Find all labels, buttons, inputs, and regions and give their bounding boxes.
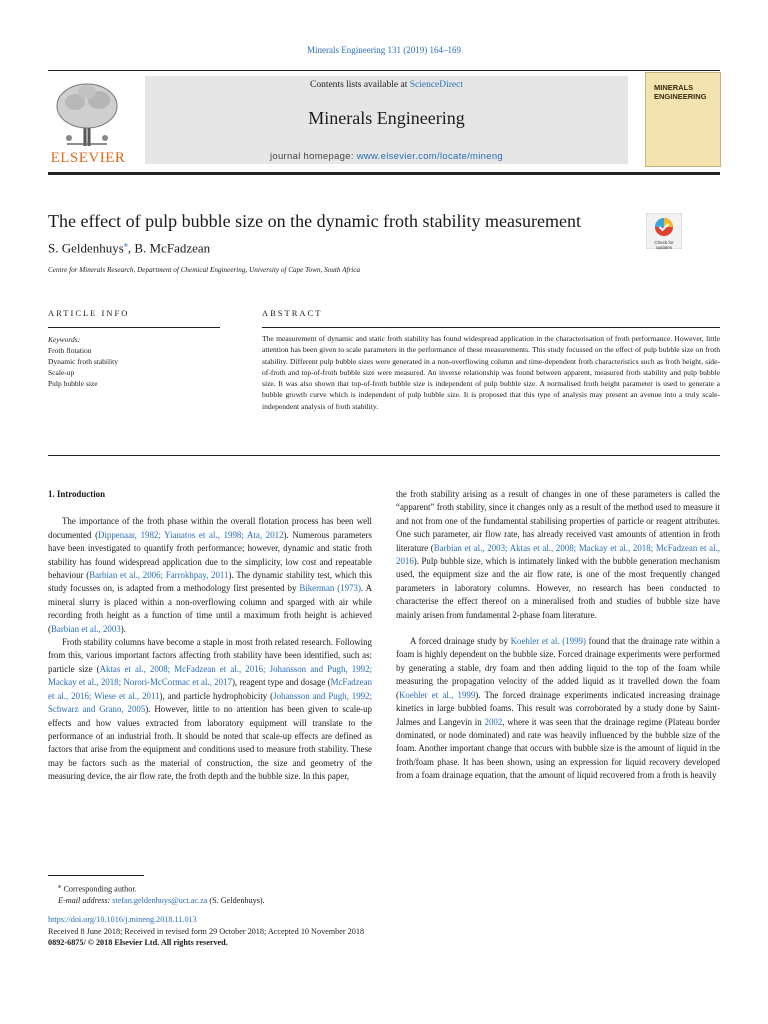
email-suffix: (S. Geldenhuys). — [207, 896, 265, 906]
footnotes — [48, 881, 720, 907]
homepage-prefix: journal homepage: — [269, 151, 357, 162]
paper-title: The effect of pulp bubble size on the dynamic froth stability measurement — [48, 211, 582, 231]
citation-link[interactable]: Barbian et al., 2006; Farrokhpay, 2011 — [89, 570, 229, 581]
article-info-rule — [48, 327, 220, 328]
publication-info — [48, 914, 720, 949]
email-link[interactable]: stefan.geldenhuys@uct.ac.za — [112, 896, 208, 906]
affiliation: Centre for Minerals Research, Department of Chemical Engineering, University of Cape Town, South Africa — [48, 266, 361, 274]
footnote-rule — [48, 875, 144, 876]
text-run: The importance of the froth phase within the overall flotation process has been well documented ( — [48, 516, 372, 540]
keyword-item: Scale-up — [48, 368, 75, 377]
citation-link[interactable]: Koehler et al., 1999 — [398, 689, 476, 700]
journal-cover-title — [654, 83, 714, 101]
keyword-item: Dynamic froth stability — [48, 357, 118, 366]
section-heading: 1. Introduction — [48, 489, 106, 499]
corresponding-author-note — [48, 881, 720, 895]
sciencedirect-link[interactable]: ScienceDirect — [409, 80, 463, 90]
received-dates: Received 8 June 2018; Received in revised form 29 October 2018; Accepted 10 November 2018 — [48, 926, 365, 936]
text-run: found that the drainage rate within a foam is highly dependent on the bubble size. Forced drainage experiments were performed by generating a stable, dry foam and then adding liquid to the top of the foam while measuring the propagation velocity of the added liquid as it travelled down the foam ( — [396, 636, 720, 700]
citation-link[interactable]: McFadzean et al., 2016; Wiese et al., 2011 — [48, 677, 372, 701]
text-run: the froth stability arising as a result of changes in one of these parameters is called the “apparent” froth stability, since it changes only as a result of the method used to measure it and not from one of the fundamental stabilising properties of particle or reagent attributes. One such parameter, air flow rate, has already received vast amounts of attention in froth literature ( — [396, 489, 720, 553]
citation-link[interactable]: Aktas et al., 2008; McFadzean et al., 2016; Johansson and Pugh, 1992; Mackay et al., 2018; Norori-McCormac et al., 2017 — [48, 663, 372, 688]
cover-title-line1: MINERALS — [654, 83, 694, 92]
text-run: . A mineral slurry is placed within a non-overflowing column and sparged with air while recording froth height as a function of time until a maximum froth height is achieved ( — [48, 583, 372, 634]
citation-link[interactable]: Koehler et al. (1999) — [510, 636, 586, 647]
email-label: E-mail address: — [58, 896, 113, 906]
abstract-heading: ABSTRACT — [262, 308, 323, 318]
text-run: ). However, little to no attention has been given to scale-up effects and how values extracted from laboratory equipment will translate to the performance of an industrial froth. It should be noted that scale-up effects are defined as factors that arise from the equipment and conditions used to measure froth stability. These may be factors such as the material of construction, the size and geometry of the measuring device, the air flow rate, the froth depth and the bubble size. In this paper, — [48, 704, 372, 782]
body-paragraph — [396, 635, 720, 782]
author-list — [48, 240, 210, 256]
homepage-link[interactable]: www.elsevier.com/locate/mineng — [356, 151, 503, 162]
citation-link[interactable]: Barbian et al., 2003; Aktas et al., 2008; Mackay et al., 2018; McFadzean et al., 2016 — [396, 542, 721, 567]
keyword-item: Froth flotation — [48, 346, 92, 355]
text-run: , where it was seen that the drainage regime (Plateau border dominated, or node dominated) and rate was heavily influenced by the bubble size of the foam. Another important change that occurs with bubble size is the amount of liquid in the froth/foam phase. It has been shown, using an expression for liquid recovery developed from a foam drainage equation, that the amount of liquid recovered from a froth is heavily — [396, 716, 720, 781]
article-info-heading: ARTICLE INFO — [48, 308, 130, 318]
citation-link[interactable]: Johansson and Pugh, 1992; Schwarz and Grano, 2005 — [48, 690, 372, 715]
citation-link[interactable]: Bikerman (1973) — [299, 583, 361, 594]
abstract-bottom-rule — [48, 455, 720, 456]
text-run: ), reagent type and dosage ( — [231, 677, 331, 688]
text-run: ). The forced drainage experiments indicated increasing drainage kinetics in large bubbled foams. This result was corroborated by a study done by Saint-Jalmes and Langevin in — [396, 689, 720, 727]
journal-citation[interactable]: Minerals Engineering 131 (2019) 164–169 — [307, 45, 461, 55]
keywords-label: Keywords: — [48, 335, 81, 344]
author-name[interactable]: S. Geldenhuys — [48, 240, 124, 256]
copyright: 0892-6875/ © 2018 Elsevier Ltd. All rights reserved. — [48, 938, 228, 947]
crossmark-label: Check for updates — [654, 240, 674, 250]
body-paragraph — [48, 515, 372, 636]
citation-link[interactable]: 2002 — [484, 716, 503, 727]
abstract-text: The measurement of dynamic and static froth stability has found widespread application in the characterisation of froth performance. However, little attention has been given to scale parameters in the performance of these measurements. This study focussed on the effect of pulp bubble size on froth stability. Different pulp bubble sizes were generated in a non-overflowing column and time-dependent froth characteristics such as froth height, side-of-froth and top-of-froth bubble size were measured. An inverse relationship was found between apparent, measured froth stability and pulp bubble size. It was also shown that top-of-froth bubble size is independent of pulp bubble size. A normalised froth height parameter is used to generate a bubble growth curve which is independent of pulp bubble size. It is proposed that this type of analysis may present an avenue into a truly scale-independent analysis of froth stability. — [262, 334, 720, 411]
contents-prefix: Contents lists available at — [309, 80, 410, 90]
journal-homepage-line — [145, 151, 628, 162]
body-column-left — [48, 488, 372, 784]
body-column-right — [396, 488, 720, 783]
text-run: ). Numerous parameters have been investigated to quantify froth performance; however, dynamic and static froth stability has found widespread application due to the simplicity, low cost and repeatable behaviour ( — [48, 529, 373, 581]
text-run: Froth stability columns have become a staple in most froth related research. Following from this, various important factors affecting froth stability have been identified, such as: particle size ( — [48, 637, 372, 674]
doi-link[interactable]: https://doi.org/10.1016/j.mineng.2018.11.013 — [48, 915, 197, 924]
author-separator: , — [127, 240, 135, 256]
keywords-block — [48, 334, 220, 389]
journal-title: Minerals Engineering — [308, 108, 465, 128]
cover-title-line2: ENGINEERING — [654, 92, 707, 101]
citation-link[interactable]: Dippenaar, 1982; Yianatos et al., 1998; Ata, 2012 — [98, 529, 284, 540]
header-top-rule — [48, 70, 720, 71]
corresponding-text: Corresponding author. — [61, 884, 137, 894]
abstract-rule — [262, 327, 720, 328]
header-bottom-rule — [48, 172, 720, 175]
text-run: ). The dynamic stability test, which this study focusses on, is adapted from a methodology first presented by — [48, 570, 372, 594]
body-paragraph — [396, 488, 720, 622]
keyword-item: Pulp bubble size — [48, 379, 98, 388]
corresponding-mark: ⁎ — [58, 883, 62, 890]
text-run: A forced drainage study by — [410, 636, 511, 647]
email-note — [48, 895, 720, 907]
body-paragraph — [48, 636, 372, 783]
text-run: ). Pulp bubble size, which is intimately linked with the bubble generation mechanism used, the equipment size and the air flow rate, is one of the most frequently changed parameters in laboratory columns. However, no research has been conducted to characterise the effect thereof on a mineralised froth and studies of bubble size have mainly arisen from fundamental 2-phase foam literature. — [396, 556, 720, 620]
contents-line — [145, 80, 628, 90]
citation-link[interactable]: Barbian et al., 2003 — [50, 623, 121, 634]
corresponding-author-mark[interactable]: ⁎ — [123, 240, 128, 249]
text-run: ), and particle hydrophobicity ( — [159, 690, 274, 701]
text-run: ). — [120, 623, 126, 634]
publisher-wordmark: ELSEVIER — [50, 150, 126, 166]
author-name[interactable]: B. McFadzean — [134, 240, 211, 256]
